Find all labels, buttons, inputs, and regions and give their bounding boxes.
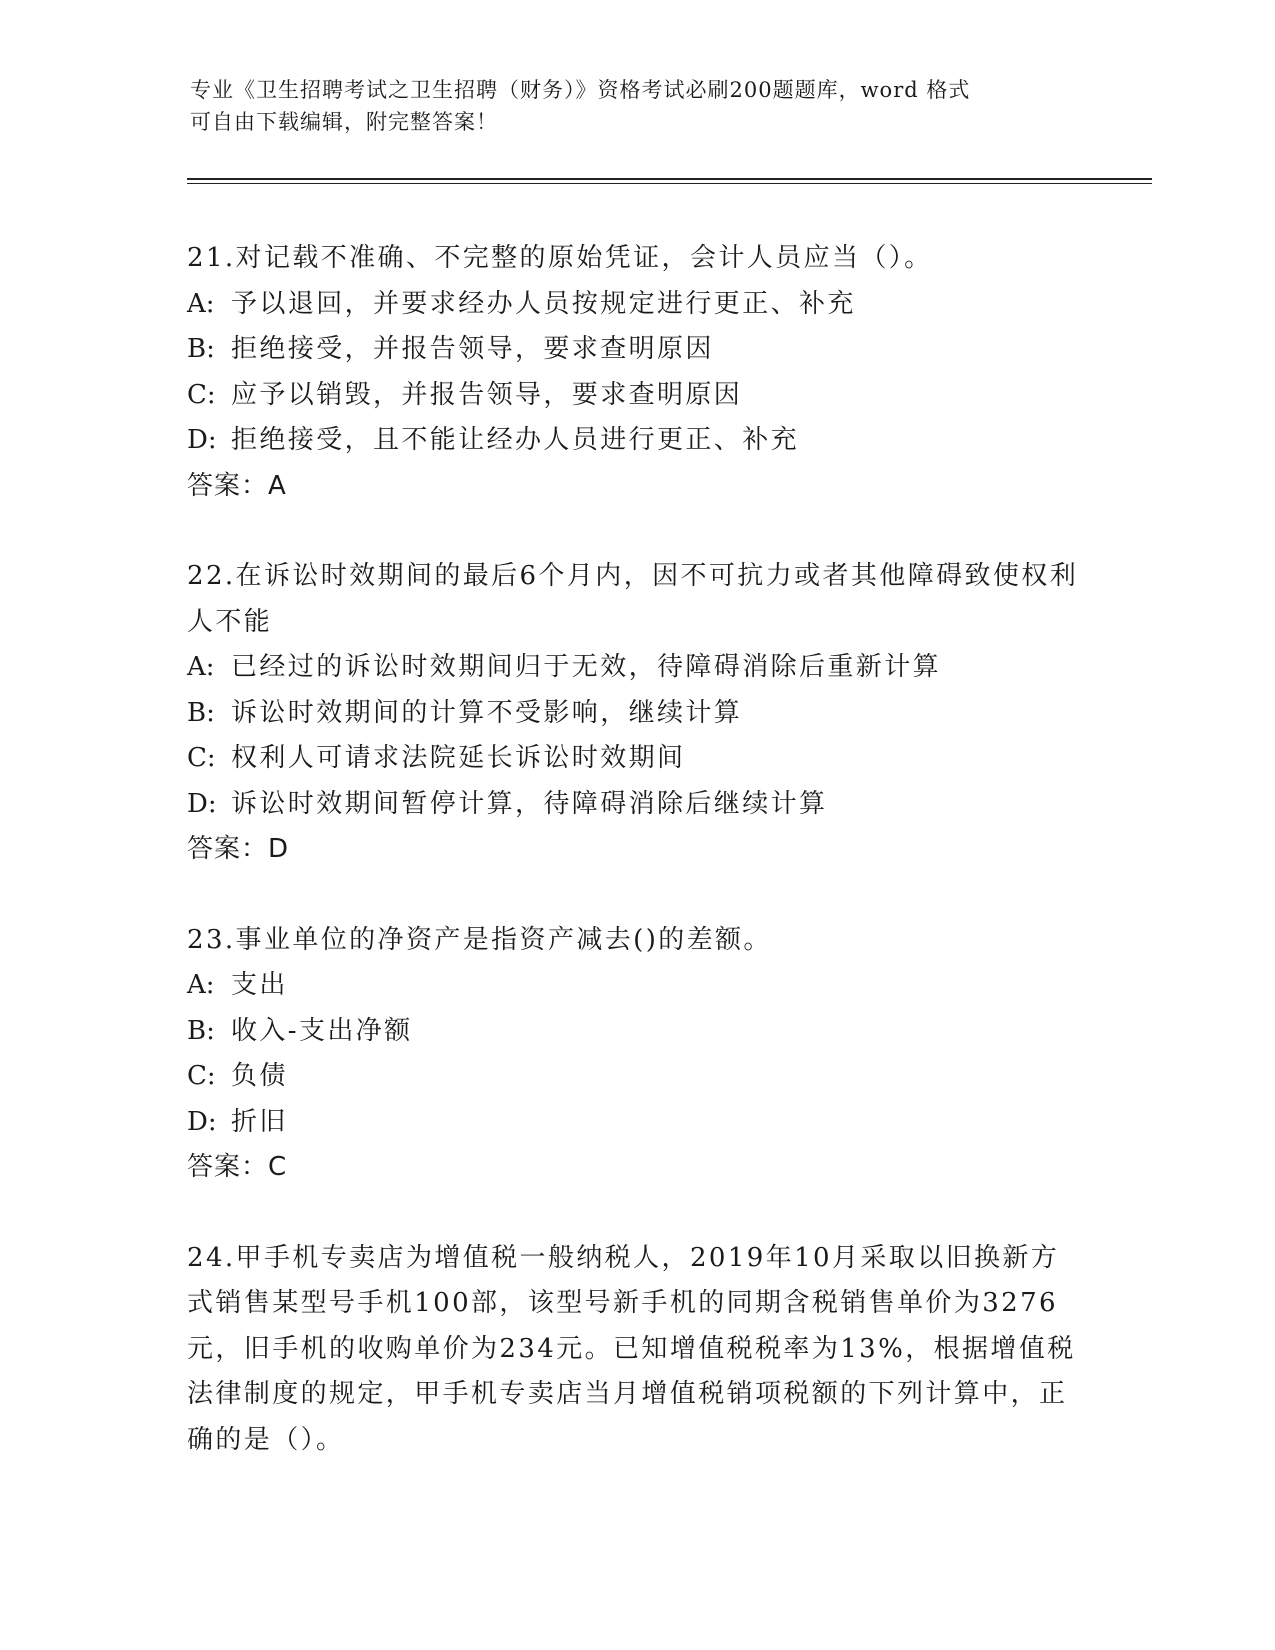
- option-text: 已经过的诉讼时效期间归于无效，待障碍消除后重新计算: [231, 652, 942, 682]
- option-text: 应予以销毁，并报告领导，要求查明原因: [231, 379, 743, 410]
- option-d: [187, 418, 1087, 464]
- option-text: 折旧: [231, 1106, 288, 1137]
- question-22: [187, 554, 1087, 873]
- option-letter: D:: [187, 788, 217, 819]
- option-letter: C:: [187, 743, 216, 773]
- option-letter: C:: [187, 379, 216, 410]
- option-letter: A:: [187, 970, 215, 1000]
- option-text: 收入-支出净额: [231, 1015, 413, 1046]
- document-header: [190, 74, 1070, 138]
- option-text: 诉讼时效期间暂停计算，待障碍消除后继续计算: [231, 788, 828, 819]
- option-text: 支出: [231, 970, 288, 1000]
- option-text: 拒绝接受，并报告领导，要求查明原因: [231, 334, 714, 364]
- option-a: [187, 963, 1087, 1009]
- question-stem: 23.事业单位的净资产是指资产减去()的差额。: [187, 924, 772, 955]
- option-c: [187, 736, 1087, 782]
- option-text: 予以退回，并要求经办人员按规定进行更正、补充: [231, 288, 856, 319]
- question-list: [187, 236, 1087, 1508]
- answer-line: 答案：A: [187, 470, 287, 501]
- option-a: [187, 645, 1087, 691]
- option-letter: A:: [187, 288, 215, 319]
- header-title-line-1: 专业《卫生招聘考试之卫生招聘（财务）》资格考试必刷200题题库，word 格式: [190, 78, 971, 102]
- question-21: [187, 236, 1087, 509]
- option-d: [187, 782, 1087, 828]
- option-b: [187, 691, 1087, 737]
- option-a: [187, 282, 1087, 328]
- header-divider-thick: [187, 178, 1152, 180]
- question-stem: 24.甲手机专卖店为增值税一般纳税人，2019年10月采取以旧换新方式销售某型号手机100部，该型号新手机的同期含税销售单价为3276元，旧手机的收购单价为234元。已知增值税税率为13%，根据增值税法律制度的规定，甲手机专卖店当月增值税销项税额的下列计算中，正确的是（）。: [187, 1242, 1076, 1455]
- header-divider-thin: [187, 183, 1152, 184]
- option-c: [187, 1054, 1087, 1100]
- option-c: [187, 373, 1087, 419]
- option-b: [187, 1009, 1087, 1055]
- question-23: [187, 918, 1087, 1191]
- option-letter: D:: [187, 425, 217, 455]
- option-letter: D:: [187, 1106, 217, 1137]
- question-stem: 21.对记载不准确、不完整的原始凭证，会计人员应当（）。: [187, 243, 933, 273]
- option-letter: B:: [187, 334, 215, 364]
- option-letter: C:: [187, 1061, 216, 1091]
- answer-line: 答案：C: [187, 1152, 288, 1182]
- option-d: [187, 1100, 1087, 1146]
- question-stem: 22.在诉讼时效期间的最后6个月内，因不可抗力或者其他障碍致使权利人不能: [187, 561, 1079, 637]
- option-b: [187, 327, 1087, 373]
- option-letter: A:: [187, 652, 215, 682]
- option-letter: B:: [187, 1015, 215, 1046]
- option-text: 权利人可请求法院延长诉讼时效期间: [231, 743, 686, 773]
- header-title-line-2: 可自由下载编辑，附完整答案！: [190, 110, 498, 134]
- option-text: 负债: [231, 1061, 288, 1091]
- answer-line: 答案：D: [187, 834, 290, 864]
- option-text: 诉讼时效期间的计算不受影响，继续计算: [231, 697, 743, 728]
- question-24: [187, 1236, 1087, 1464]
- option-text: 拒绝接受，且不能让经办人员进行更正、补充: [231, 425, 800, 455]
- option-letter: B:: [187, 697, 215, 728]
